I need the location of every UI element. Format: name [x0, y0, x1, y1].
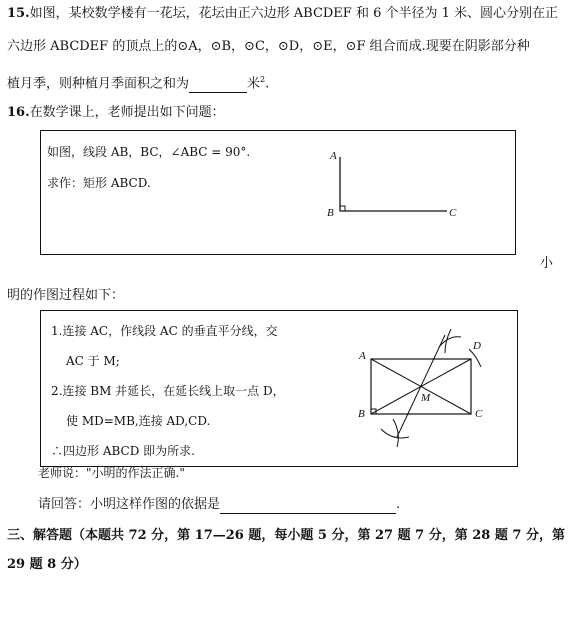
fig1-label-a: A — [330, 150, 337, 162]
fig2-label-m: M — [421, 392, 431, 404]
q15-unit-sup: 2 — [260, 75, 266, 84]
fig2-label-c: C — [475, 408, 483, 420]
q15-end: . — [265, 76, 270, 92]
xiao-char: 小 — [540, 256, 554, 271]
answer-end: . — [396, 497, 401, 512]
step-1-cont: AC 于 M; — [66, 354, 120, 368]
q15-unit: 米 — [247, 76, 261, 92]
problem-given: 如图，线段 AB，BC，∠ABC = 90°. — [47, 145, 251, 159]
q15-answer-blank[interactable] — [189, 76, 247, 93]
problem-box — [40, 130, 516, 255]
q16-line1 — [7, 105, 225, 121]
section3-heading-line2: 29 题 8 分） — [7, 557, 87, 572]
q15-text-1: 如图，某校数学楼有一花坛，花坛由正六边形 ABCDEF 和 6 个半径为 1 米、圆心分别在正 — [29, 6, 559, 21]
fig2-label-a: A — [359, 350, 366, 362]
teacher-remark: 老师说："小明的作法正确." — [38, 466, 185, 480]
problem-task: 求作：矩形 ABCD. — [47, 176, 151, 190]
q15-line2: 六边形 ABCDEF 的顶点上的⊙A，⊙B，⊙C，⊙D，⊙E，⊙F 组合而成.现要在阴影部分种 — [7, 39, 530, 54]
fig1-label-b: B — [327, 207, 334, 219]
conclusion: ∴四边形 ABCD 即为所求. — [51, 444, 195, 458]
step-2-cont: 使 MD=MB,连接 AD,CD. — [66, 414, 211, 428]
rectangle-construction-figure — [351, 319, 511, 459]
right-angle-figure — [321, 143, 491, 227]
q16-number: 16. — [7, 105, 30, 120]
section3-heading-line1: 三、解答题（本题共 72 分，第 17—26 题，每小题 5 分，第 27 题 7 分，第 28 题 7 分，第 — [7, 528, 565, 543]
fig1-label-c: C — [449, 207, 457, 219]
construction-box — [40, 310, 518, 467]
q15-number: 15. — [7, 6, 30, 21]
q16-answer-blank[interactable] — [220, 497, 396, 514]
fig2-label-b: B — [358, 408, 365, 420]
step-2: 2.连接 BM 并延长，在延长线上取一点 D， — [51, 384, 285, 398]
q15-text-3: 植月季，则种植月季面积之和为 — [7, 76, 190, 92]
q15-line3 — [7, 72, 269, 93]
q15-line1 — [7, 6, 558, 22]
answer-prompt: 请回答：小明这样作图的依据是 — [38, 497, 221, 512]
q16-answer-line — [38, 497, 400, 514]
step-1: 1.连接 AC，作线段 AC 的垂直平分线，交 — [51, 324, 278, 338]
q16-intro: 在数学课上，老师提出如下问题： — [29, 105, 225, 120]
fig2-label-d: D — [473, 340, 481, 352]
ming-line: 明的作图过程如下： — [7, 288, 125, 303]
